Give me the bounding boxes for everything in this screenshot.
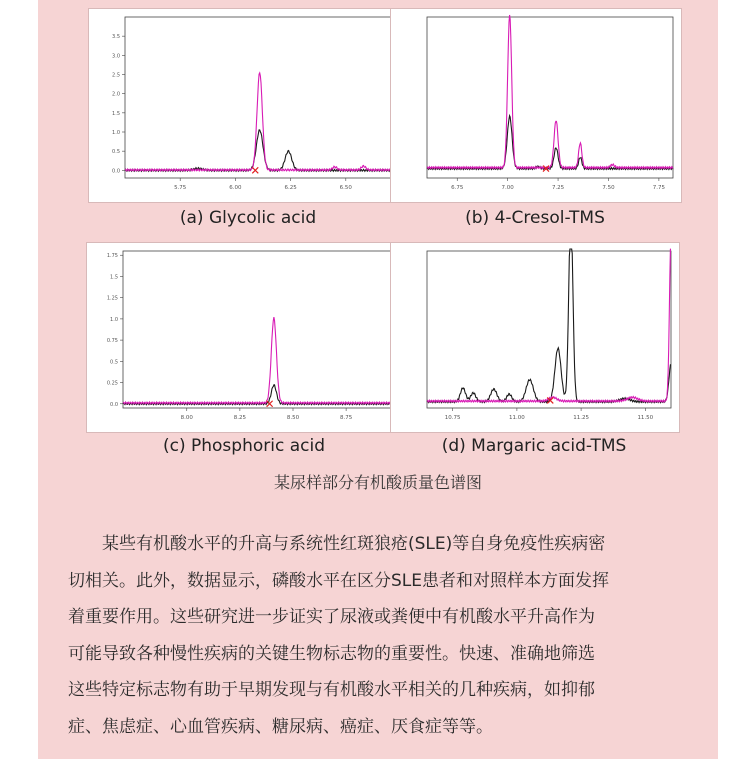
figure-caption: 某尿样部分有机酸质量色谱图 [273,473,482,492]
y-tick-label: 0.5 [112,149,120,156]
plot-frame [123,251,395,408]
chromatogram-b [391,9,681,202]
chart-panel-c [86,242,404,433]
y-tick-label: 0.0 [112,168,120,175]
y-tick-label: 1.0 [110,316,118,323]
x-tick-label: 7.75 [652,185,666,191]
x-tick-label: 7.25 [551,185,565,191]
y-tick-label: 0.0 [110,401,118,408]
x-tick-label: 6.00 [229,185,242,191]
chromatogram-c [87,243,403,432]
x-tick-label: 11.50 [637,415,654,421]
y-tick-label: 2.0 [112,91,120,98]
x-tick-label: 6.50 [339,185,352,191]
chart-panel-a [88,8,410,203]
paragraph-line: 这些特定标志物有助于早期发现与有机酸水平相关的几种疾病，如抑郁 [68,680,595,700]
x-tick-label: 11.00 [509,415,525,421]
y-tick-label: 2.5 [112,72,120,79]
y-tick-label: 1.0 [112,130,120,136]
x-tick-label: 8.50 [286,415,300,421]
y-tick-label: 0.25 [106,380,118,387]
panel-caption-a: (a) Glycolic acid [179,208,317,228]
y-tick-label: 0.75 [106,338,118,345]
paragraph-line: 某些有机酸水平的升高与系统性红斑狼疮(SLE)等自身免疫性疾病密 [102,534,606,554]
y-tick-label: 1.75 [106,253,118,260]
x-tick-label: 6.25 [284,185,297,191]
y-tick-label: 3.0 [112,53,120,60]
y-tick-label: 0.5 [110,359,118,366]
plot-frame [427,251,671,408]
x-tick-label: 8.75 [340,415,353,421]
x-tick-label: 6.75 [451,185,464,191]
paragraph-line: 可能导致各种慢性疾病的关键生物标志物的重要性。快速、准确地筛选 [68,643,595,664]
y-tick-label: 1.5 [110,274,118,281]
panel-caption-b: (b) 4-Cresol-TMS [465,208,605,228]
panel-caption-c: (c) Phosphoric acid [162,436,325,456]
plot-frame [427,17,673,178]
paragraph-line: 症、焦虑症、心血管疾病、糖尿病、癌症、厌食症等等。 [68,716,493,737]
chart-panel-d [390,242,680,433]
y-tick-label: 1.25 [106,295,118,302]
chromatogram-d [391,243,679,432]
y-tick-label: 3.5 [112,34,120,41]
article-page [38,0,718,759]
x-tick-label: 10.75 [444,415,461,421]
panel-caption-d: (d) Margaric acid-TMS [441,436,627,456]
body-paragraph [68,526,698,745]
x-tick-label: 8.25 [233,415,246,421]
chart-panel-b [390,8,682,203]
x-tick-label: 8.00 [180,415,193,421]
x-tick-label: 5.75 [174,185,187,191]
paragraph-line: 着重要作用。这些研究进一步证实了尿液或粪便中有机酸水平升高作为 [68,607,595,627]
x-tick-label: 11.25 [573,415,589,421]
y-tick-label: 1.5 [112,110,120,117]
x-tick-label: 7.50 [602,185,615,191]
plot-frame [125,17,401,178]
chromatogram-a [89,9,409,202]
x-tick-label: 7.00 [501,185,514,191]
paragraph-line: 切相关。此外，数据显示，磷酸水平在区分SLE患者和对照样本方面发挥 [68,570,610,591]
